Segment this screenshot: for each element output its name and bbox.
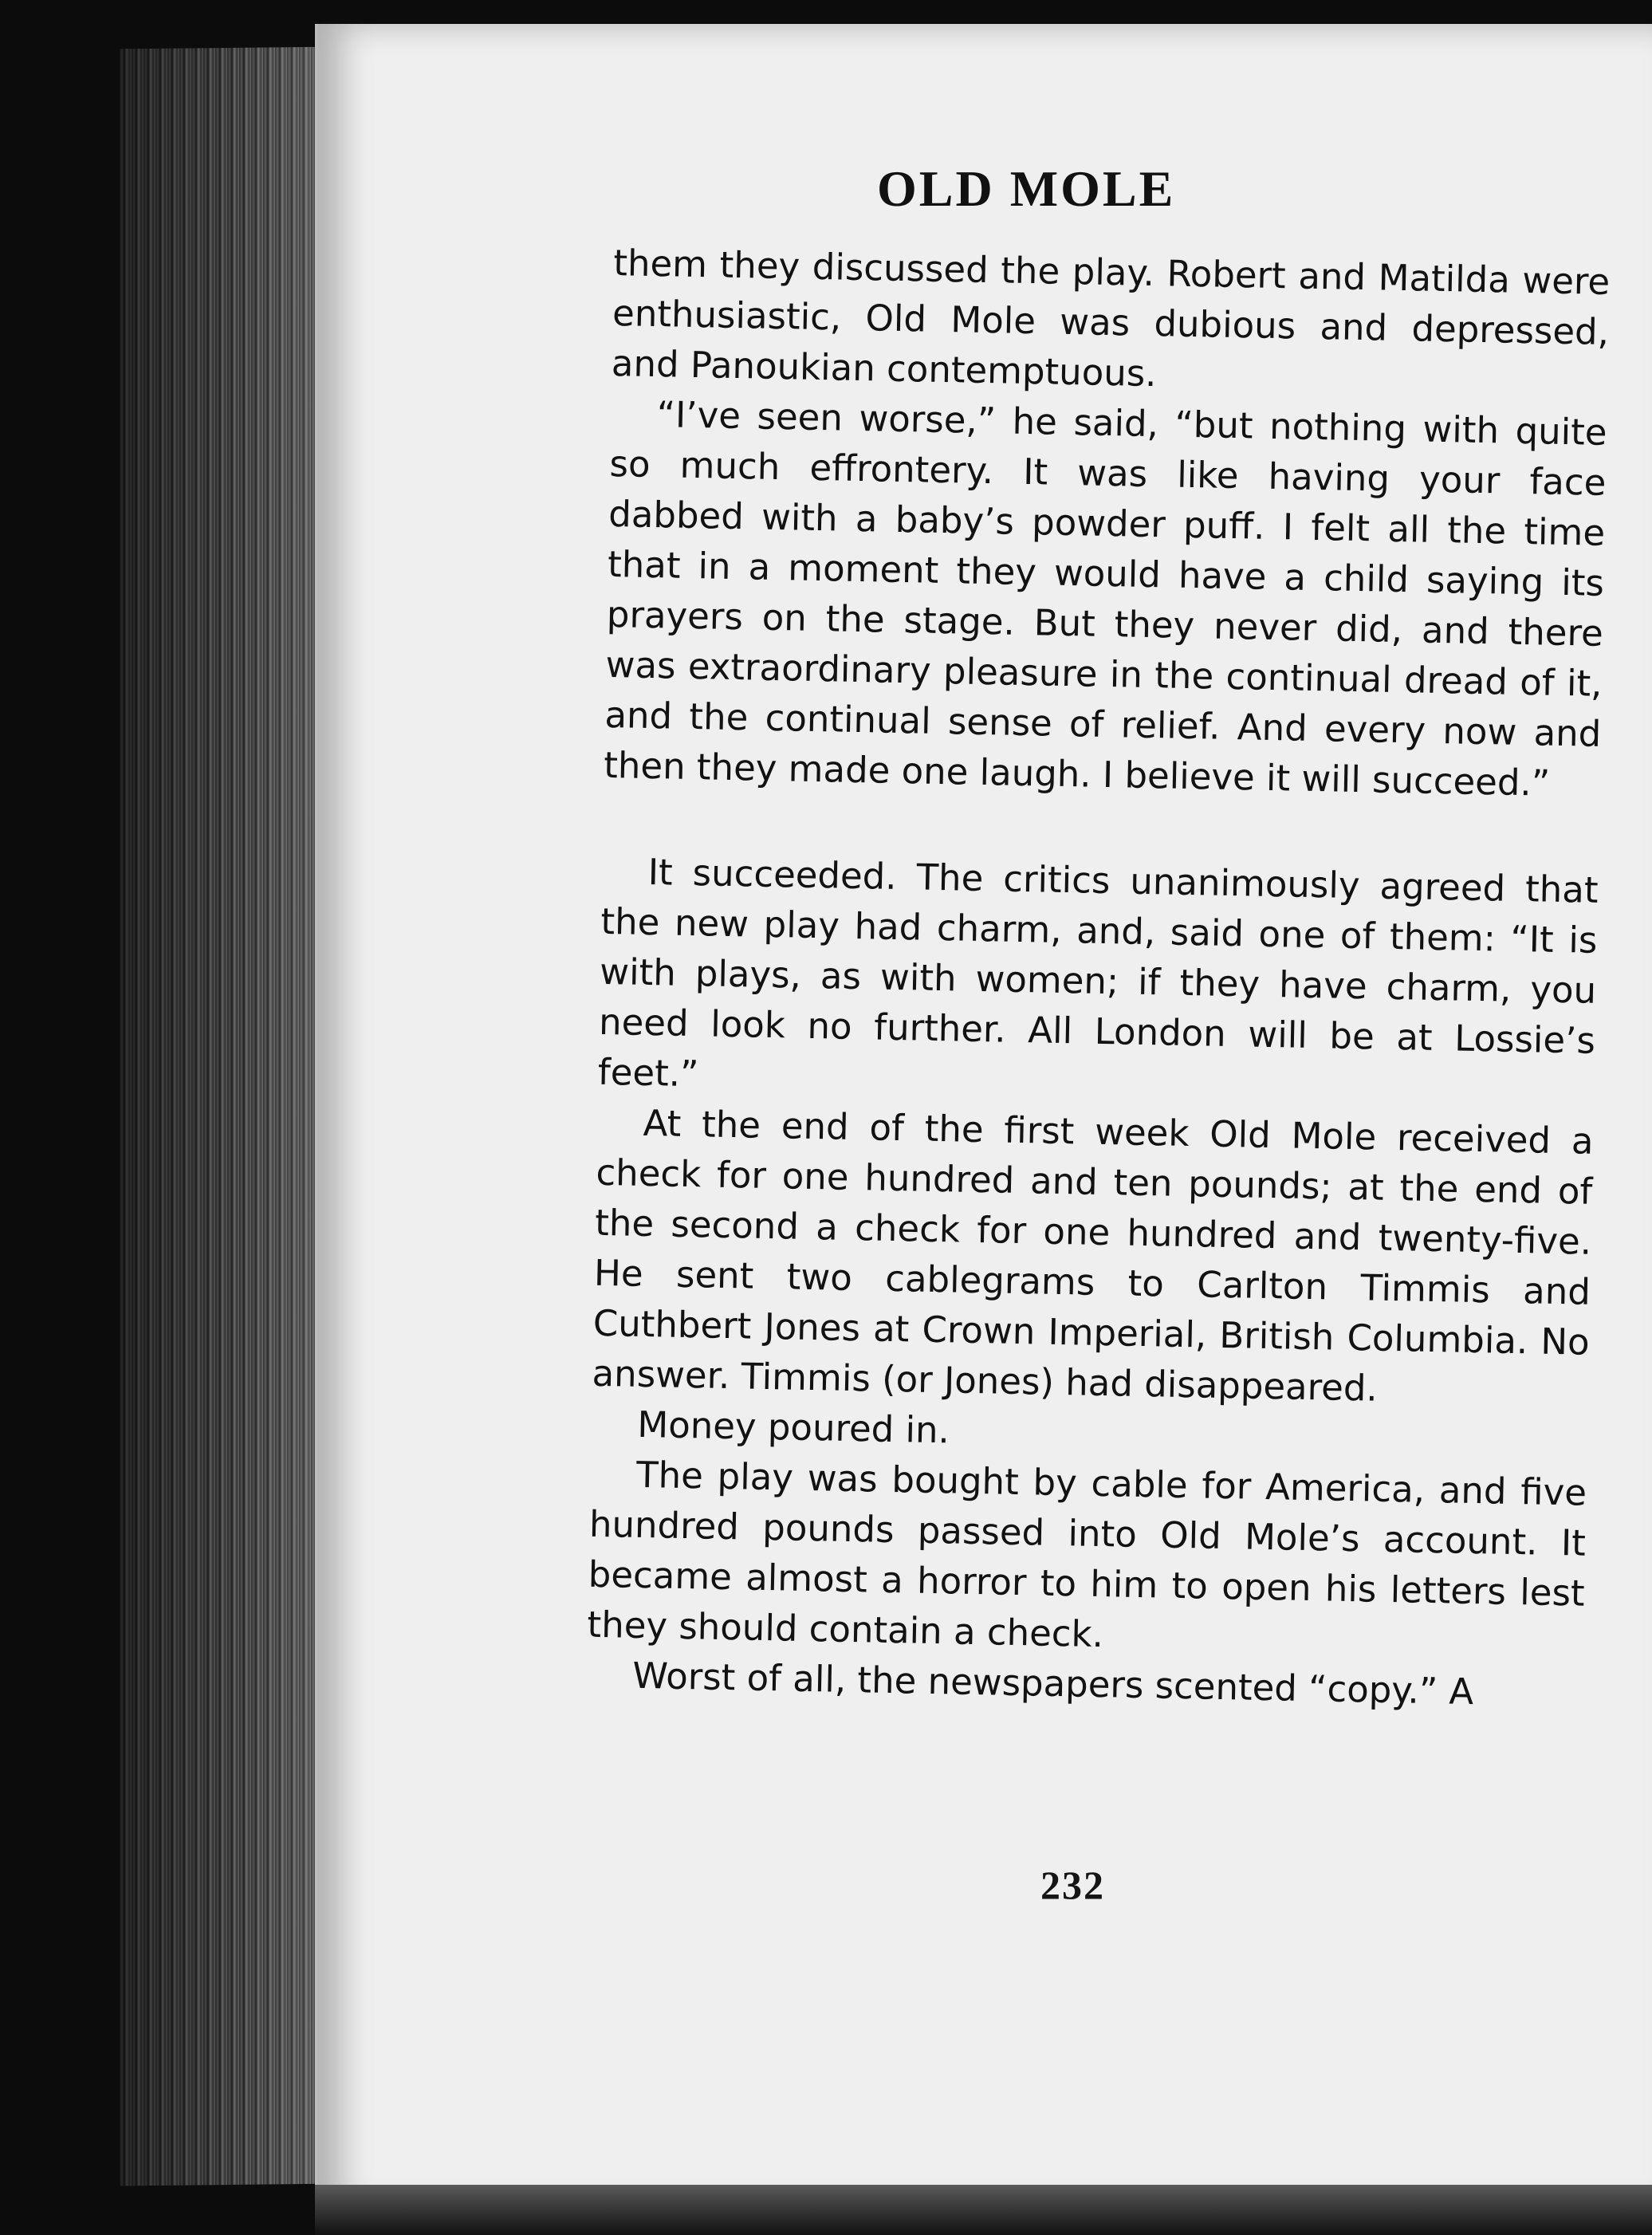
paragraph-5: Money poured in. [636, 1403, 950, 1452]
body-text [586, 238, 1611, 1719]
paragraph-3: It succeeded. The critics unanimously agreed that the new play had charm, and, said one of them: “It is with plays, as with women; if they have charm, you need look no further. All London will be at Lossie’s feet.” [597, 850, 1599, 1096]
paragraph-4: At the end of the first week Old Mole received a check for one hundred and ten pounds; at the end of the second a check for one hundred and twenty-five. He sent two cablegrams to Carlton Timmis and Cuthbert Jones at Crown Imperial, British Columbia. No answer. Timmis (or Jones) had disappeared. [592, 1101, 1594, 1410]
running-head: OLD MOLE [877, 160, 1176, 217]
page-edges [120, 47, 335, 2186]
paragraph-7: Worst of all, the newspapers scented “copy.” A [631, 1654, 1474, 1714]
page-number: 232 [1040, 1863, 1105, 1907]
paragraph-1: them they discussed the play. Robert and Matilda were enthusiastic, Old Mole was dubious and depressed, and Panoukian contemptuous. [611, 241, 1611, 395]
paragraph-6: The play was bought by cable for America, and five hundred pounds passed into Old Mole’s account. It became almost a horror to him to open his letters lest they should contain a check. [587, 1453, 1587, 1656]
page-bottom-shadow [315, 2185, 1652, 2235]
paragraph-2: “I’ve seen worse,” he said, “but nothing with quite so much effrontery. It was like having your face dabbed with a baby’s powder puff. I felt all the time that in a moment they would have a child saying its prayers on the stage. But they never did, and there was extraordinary pleasure in the continual dread of it, and the continual sense of relief. And every now and then they made one laugh. I believe it will succeed.” [603, 393, 1608, 805]
